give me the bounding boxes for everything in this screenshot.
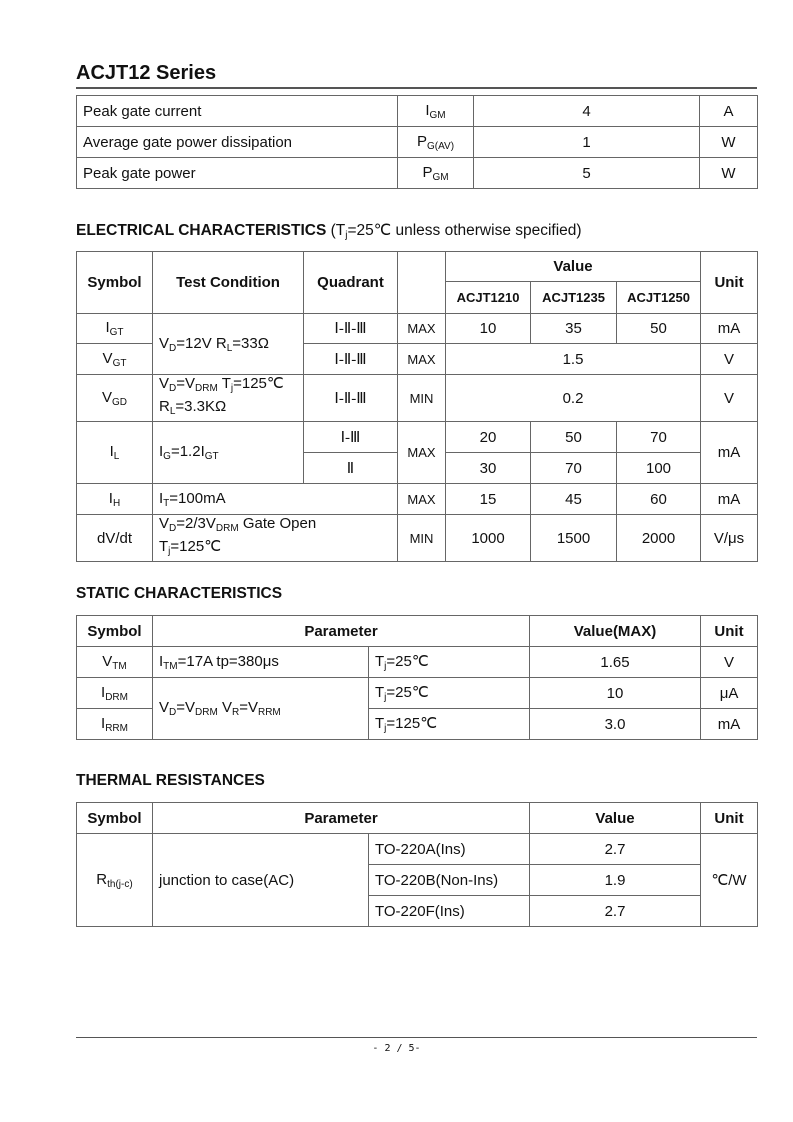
col-symbol: Symbol [77,252,153,314]
value-cell: 35 [531,314,617,344]
value-cell: 10 [446,314,531,344]
limit-cell: MIN [398,515,446,562]
condition-cell: $I_G=1.2I_{GT}$ [153,422,304,484]
table-row [77,314,758,344]
symbol-cell: $I_L$ [77,422,153,484]
limit-cell: MIN [398,375,446,422]
col-value: Value [530,803,701,834]
value-cell: 70 [617,422,701,453]
limit-cell: MAX [398,344,446,375]
value-cell: 60 [617,484,701,515]
symbol-cell: $I_{GT}$ [77,314,153,344]
unit-cell: V [701,375,758,422]
param-cell: Average gate power dissipation [77,127,398,158]
value-cell: 2.7 [530,834,701,865]
thermal-heading: THERMAL RESISTANCES [76,772,265,789]
col-symbol: Symbol [77,803,153,834]
col-value: Value(MAX) [530,616,701,647]
package-cell: TO-220F(Ins) [369,896,530,927]
quadrant-cell: Ⅰ-Ⅱ-Ⅲ [304,375,398,422]
col-value: Value [446,252,701,282]
symbol-cell: $I_{GM}$ [398,96,474,127]
electrical-table [76,251,758,562]
col-parameter: Parameter [153,803,530,834]
symbol-cell: $P_{GM}$ [398,158,474,189]
quadrant-cell: Ⅰ-Ⅱ-Ⅲ [304,344,398,375]
value-cell: 10 [530,678,701,709]
table-row [77,484,758,515]
unit-cell: mA [701,484,758,515]
unit-cell: W [700,127,758,158]
value-cell: 30 [446,453,531,484]
value-cell: 1500 [531,515,617,562]
thermal-table [76,802,758,927]
table-row [77,515,758,562]
unit-cell: V [701,647,758,678]
symbol-cell: $R_{th(j-c)}$ [77,834,153,927]
param-cell: $I_{TM}=17A$ tp=380μs [153,647,369,678]
unit-cell: mA [701,314,758,344]
value-cell: 3.0 [530,709,701,740]
col-quadrant: Quadrant [304,252,398,314]
symbol-cell: dV/dt [77,515,153,562]
symbol-cell: $V_{GD}$ [77,375,153,422]
value-cell: 1.5 [446,344,701,375]
value-cell: 2000 [617,515,701,562]
unit-cell: W [700,158,758,189]
col-symbol: Symbol [77,616,153,647]
value-cell: 0.2 [446,375,701,422]
limit-cell: MAX [398,314,446,344]
condition-cell: $V_D=2/3V_{DRM}$ Gate Open $T_j=125℃$ [153,515,398,562]
static-table [76,615,758,740]
value-cell: 1000 [446,515,531,562]
value-cell: 50 [531,422,617,453]
col-limit [398,252,446,314]
table-row [77,158,758,189]
unit-cell: A [700,96,758,127]
value-cell: 1 [474,127,700,158]
quadrant-cell: Ⅰ-Ⅱ-Ⅲ [304,314,398,344]
value-cell: 1.65 [530,647,701,678]
value-cell: 4 [474,96,700,127]
value-cell: 20 [446,422,531,453]
table-row [77,422,758,453]
temp-cell: $T_j=25℃$ [369,647,530,678]
symbol-cell: $I_{DRM}$ [77,678,153,709]
unit-cell: mA [701,709,758,740]
table-row [77,375,758,422]
model-header: ACJT1210 [446,282,531,314]
ratings-table [76,95,758,189]
symbol-cell: $P_{G(AV)}$ [398,127,474,158]
symbol-cell: $V_{GT}$ [77,344,153,375]
static-heading: STATIC CHARACTERISTICS [76,585,283,602]
table-header-row [77,252,758,282]
condition-cell: $V_D=12V$ $R_L=33\Omega$ [153,314,304,375]
temp-cell: $T_j=25℃$ [369,678,530,709]
value-cell: 15 [446,484,531,515]
table-row [77,96,758,127]
footer-rule [76,1037,757,1038]
symbol-cell: $I_{RRM}$ [77,709,153,740]
table-header-row [77,803,758,834]
table-row [77,647,758,678]
col-test-condition: Test Condition [153,252,304,314]
param-cell: Peak gate current [77,96,398,127]
symbol-cell: $V_{TM}$ [77,647,153,678]
unit-cell: μA [701,678,758,709]
col-parameter: Parameter [153,616,530,647]
package-cell: TO-220B(Non-Ins) [369,865,530,896]
temp-cell: $T_j=125℃$ [369,709,530,740]
unit-cell: V [701,344,758,375]
param-cell: Peak gate power [77,158,398,189]
param-cell: $V_D=V_{DRM}$ $V_R=V_{RRM}$ [153,678,369,740]
table-header-row [77,616,758,647]
table-row [77,834,758,865]
value-cell: 5 [474,158,700,189]
value-cell: 45 [531,484,617,515]
value-cell: 70 [531,453,617,484]
unit-cell: V/μs [701,515,758,562]
table-row [77,127,758,158]
col-unit: Unit [701,803,758,834]
limit-cell: MAX [398,422,446,484]
package-cell: TO-220A(Ins) [369,834,530,865]
quadrant-cell: Ⅰ-Ⅲ [304,422,398,453]
unit-cell: ℃/W [701,834,758,927]
value-cell: 50 [617,314,701,344]
param-cell: junction to case(AC) [153,834,369,927]
header-rule [76,87,757,89]
value-cell: 2.7 [530,896,701,927]
limit-cell: MAX [398,484,446,515]
condition-cell: $V_D=V_{DRM}$ $T_j=125℃$ $R_L=3.3K\Omega$ [153,375,304,422]
value-cell: 100 [617,453,701,484]
value-cell: 1.9 [530,865,701,896]
model-header: ACJT1250 [617,282,701,314]
quadrant-cell: Ⅱ [304,453,398,484]
table-row [77,678,758,709]
electrical-heading: ELECTRICAL CHARACTERISTICS ($T_j=25℃$ unless otherwise specified) [76,222,582,241]
page-title: ACJT12 Series [76,62,217,84]
col-unit: Unit [701,252,758,314]
page-number: - 2 / 5- [372,1043,421,1054]
symbol-cell: $I_H$ [77,484,153,515]
unit-cell: mA [701,422,758,484]
col-unit: Unit [701,616,758,647]
condition-cell: $I_T=100mA$ [153,484,398,515]
model-header: ACJT1235 [531,282,617,314]
